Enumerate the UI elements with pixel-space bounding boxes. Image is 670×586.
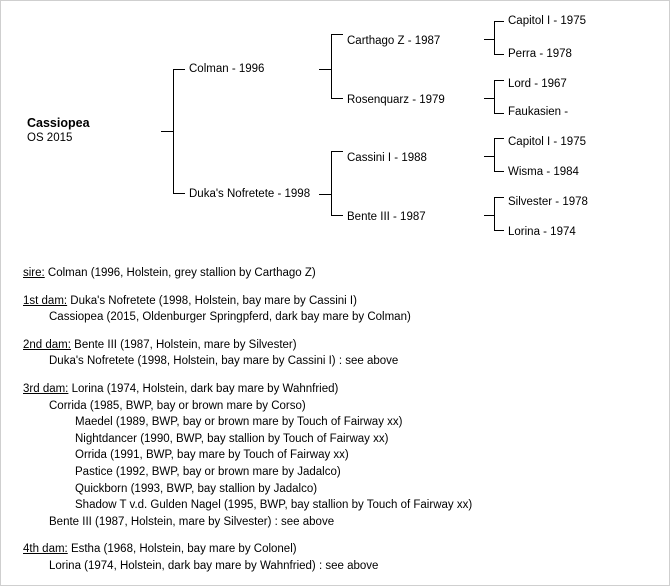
section-dam4 xyxy=(23,541,653,574)
connector-dam-sire xyxy=(484,156,494,157)
dam2-child-0: Duka's Nofretete (1998, Holstein, bay mare by Cassini I) : see above xyxy=(49,355,399,368)
dam1-line xyxy=(23,293,653,310)
subject-name: Cassiopea xyxy=(27,116,90,130)
subject-registration: OS 2015 xyxy=(27,132,73,144)
brace-sire xyxy=(331,34,343,99)
dam2-label: 2nd dam: xyxy=(23,338,71,351)
dam2-line xyxy=(23,337,653,354)
dam1-label: 1st dam: xyxy=(23,294,68,307)
dam4-text: Estha (1968, Holstein, bay mare by Colonel) xyxy=(67,543,297,556)
dam3-grandchild-4: Quickborn (1993, BWP, bay stallion by Jadalco) xyxy=(75,482,318,495)
connector-sire-sire xyxy=(484,39,494,40)
brace-dam-sire xyxy=(494,138,504,172)
dam3-grandchild-5: Shadow T v.d. Gulden Nagel (1995, BWP, bay stallion by Touch of Fairway xx) xyxy=(75,499,473,512)
brace-sire-sire xyxy=(494,21,504,55)
pedigree-node-g3-1: Capitol I - 1975 xyxy=(508,15,586,27)
dam3-label: 3rd dam: xyxy=(23,382,69,395)
pedigree-node-dam-dam: Bente III - 1987 xyxy=(347,211,426,223)
pedigree-text xyxy=(23,265,653,586)
dam2-text: Bente III (1987, Holstein, mare by Silvester) xyxy=(70,338,297,351)
connector-sire xyxy=(319,69,331,70)
dam3-grandchild-3: Pastice (1992, BWP, bay or brown mare by Jadalco) xyxy=(75,465,341,478)
pedigree-node-g3-8: Lorina - 1974 xyxy=(508,226,576,238)
dam4-line xyxy=(23,541,653,558)
pedigree-node-sire-sire: Carthago Z - 1987 xyxy=(347,35,441,47)
brace-dam-dam xyxy=(494,197,504,231)
pedigree-node-g3-2: Perra - 1978 xyxy=(508,48,572,60)
pedigree-node-dam-sire: Cassini I - 1988 xyxy=(347,152,427,164)
dam4-child-0: Lorina (1974, Holstein, dark bay mare by Wahnfried) : see above xyxy=(49,559,379,572)
dam1-text: Duka's Nofretete (1998, Holstein, bay mare by Cassini I) xyxy=(67,294,357,307)
pedigree-node-dam: Duka's Nofretete - 1998 xyxy=(189,188,311,200)
section-dam1 xyxy=(23,293,653,326)
dam3-grandchild-0: Maedel (1989, BWP, bay or brown mare by Touch of Fairway xx) xyxy=(75,416,403,429)
pedigree-node-g3-7: Silvester - 1978 xyxy=(508,196,588,208)
dam1-child-0: Cassiopea (2015, Oldenburger Springpferd, dark bay mare by Colman) xyxy=(49,311,411,324)
dam4-label: 4th dam: xyxy=(23,543,68,556)
dam3-grandchild-1: Nightdancer (1990, BWP, bay stallion by Touch of Fairway xx) xyxy=(75,432,389,445)
dam3-line xyxy=(23,381,653,398)
pedigree-node-g3-3: Lord - 1967 xyxy=(508,78,567,90)
dam3-text: Lorina (1974, Holstein, dark bay mare by Wahnfried) xyxy=(68,382,339,395)
sire-text: Colman (1996, Holstein, grey stallion by Carthago Z) xyxy=(44,267,316,279)
connector-sire-dam xyxy=(484,98,494,99)
section-dam3 xyxy=(23,381,653,530)
dam3-grandchild-2: Orrida (1991, BWP, bay mare by Touch of Fairway xx) xyxy=(75,449,349,462)
pedigree-node-g3-6: Wisma - 1984 xyxy=(508,166,579,178)
pedigree-node-g3-5: Capitol I - 1975 xyxy=(508,136,586,148)
connector-subject xyxy=(161,131,173,132)
brace-sire-dam xyxy=(494,80,504,114)
pedigree-node-g3-4: Faukasien - xyxy=(508,106,569,118)
pedigree-node-sire: Colman - 1996 xyxy=(189,63,265,75)
brace-dam xyxy=(331,151,343,216)
dam3-child-1: Bente III (1987, Holstein, mare by Silvester) : see above xyxy=(49,515,335,528)
sire-line xyxy=(23,265,653,282)
connector-dam xyxy=(319,194,331,195)
section-sire xyxy=(23,265,653,282)
connector-dam-dam xyxy=(484,215,494,216)
pedigree-chart xyxy=(1,1,670,251)
brace-subject xyxy=(173,69,185,194)
dam3-child-0: Corrida (1985, BWP, bay or brown mare by Corso) xyxy=(49,399,306,412)
sire-label: sire: xyxy=(23,267,45,279)
section-dam2 xyxy=(23,337,653,370)
pedigree-node-sire-dam: Rosenquarz - 1979 xyxy=(347,94,445,106)
